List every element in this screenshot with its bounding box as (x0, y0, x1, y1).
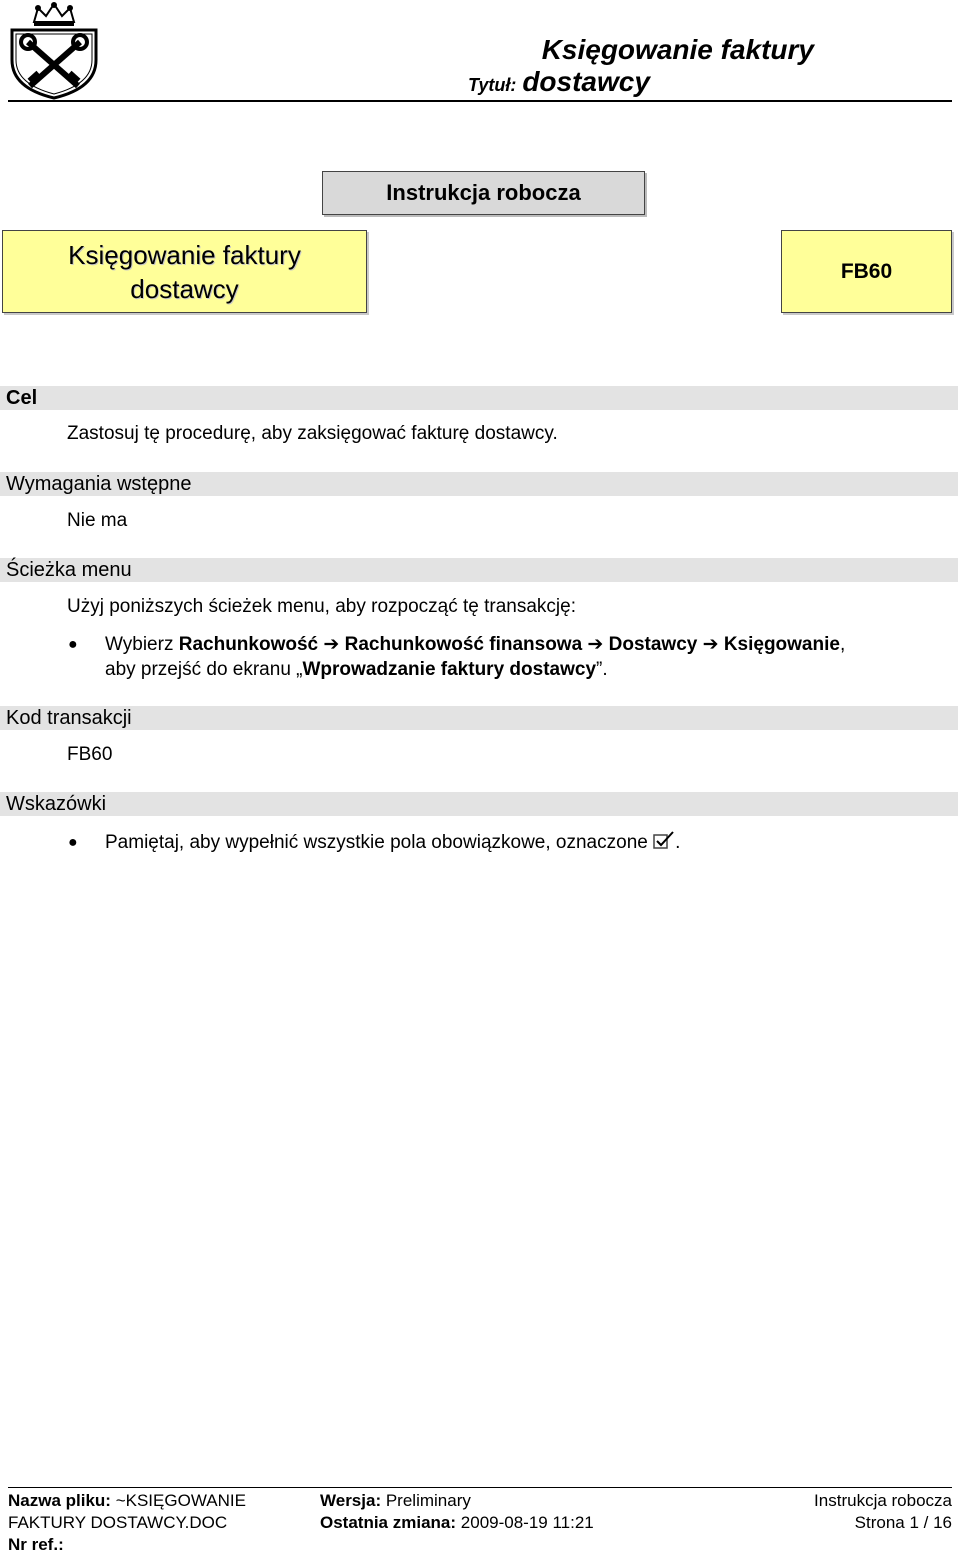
arrow-right-icon: ➔ (587, 634, 604, 655)
footer-ref-label: Nr ref.: (8, 1535, 64, 1554)
crest-logo (8, 2, 100, 100)
cel-text: Zastosuj tę procedurę, aby zaksięgować fakturę dostawcy. (67, 423, 558, 444)
hint-text: Pamiętaj, aby wypełnić wszystkie pola obowiązkowe, oznaczone (105, 832, 648, 853)
footer-doc-type: Instrukcja robocza (814, 1491, 952, 1510)
transaction-code-box: FB60 (781, 230, 952, 313)
footer-last-change (320, 1513, 594, 1533)
hint-bullet (105, 830, 680, 855)
footer-filename-value1: ~KSIĘGOWANIE (115, 1491, 246, 1510)
menu-path-prefix: Wybierz (105, 634, 174, 655)
menu-step-3: Dostawcy (608, 634, 698, 655)
footer-filename-line1 (8, 1491, 246, 1511)
footer-version-label: Wersja: (320, 1491, 382, 1510)
menu-step-2: Rachunkowość finansowa (344, 634, 583, 655)
procedure-title-box (2, 230, 367, 313)
required-check-icon (653, 830, 675, 850)
menu-step-4: Księgowanie (723, 634, 840, 655)
title-label: Tytuł: (468, 75, 517, 95)
hint-end: . (675, 832, 681, 853)
document-title-line2 (468, 66, 650, 98)
bullet-marker: ● (68, 834, 78, 851)
footer-last-change-value: 2009-08-19 11:21 (460, 1513, 594, 1532)
section-heading-sciezka: Ścieżka menu (0, 558, 958, 582)
footer-ref (8, 1535, 64, 1555)
header-rule (8, 100, 952, 102)
footer-rule (8, 1487, 952, 1488)
section-heading-wskazowki: Wskazówki (0, 792, 958, 816)
document-title: Księgowanie faktury (541, 34, 814, 65)
target-screen-name: Wprowadzanie faktury dostawcy (302, 659, 597, 680)
arrow-right-icon: ➔ (323, 634, 340, 655)
arrow-right-icon: ➔ (702, 634, 719, 655)
menu-path-bullet (105, 632, 845, 682)
doc-type-box: Instrukcja robocza (322, 171, 645, 215)
section-heading-wymagania: Wymagania wstępne (0, 472, 958, 496)
procedure-title-line1: Księgowanie faktury (68, 239, 301, 270)
footer-filename-value2: FAKTURY DOSTAWCY.DOC (8, 1513, 228, 1532)
footer-page-number: Strona 1 / 16 (854, 1513, 952, 1532)
section-heading-kod: Kod transakcji (0, 706, 958, 730)
footer-version (320, 1491, 471, 1511)
kod-text: FB60 (67, 744, 113, 765)
footer-filename-label: Nazwa pliku: (8, 1491, 111, 1510)
wymagania-text: Nie ma (67, 510, 128, 531)
menu-path-line2-suffix: ”. (596, 659, 608, 680)
menu-step-1: Rachunkowość (178, 634, 319, 655)
section-heading-cel: Cel (0, 386, 958, 410)
footer-last-change-label: Ostatnia zmiana: (320, 1513, 457, 1532)
sciezka-intro: Użyj poniższych ścieżek menu, aby rozpocząć tę transakcję: (67, 596, 576, 617)
menu-path-comma: , (839, 634, 846, 655)
menu-path-line2-prefix: aby przejść do ekranu „ (105, 659, 303, 680)
footer-version-value: Preliminary (385, 1491, 471, 1510)
bullet-marker: ● (68, 636, 78, 653)
procedure-title-line2: dostawcy (130, 273, 239, 304)
title-value: dostawcy (522, 66, 650, 97)
